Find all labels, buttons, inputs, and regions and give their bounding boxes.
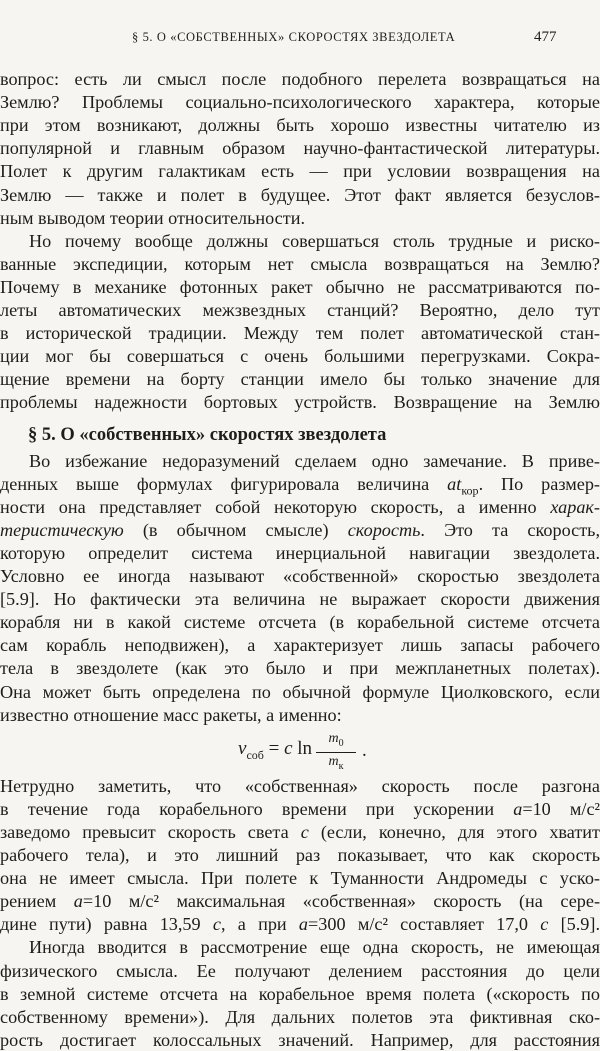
text-line: теристическую (в обычном смысле) скорость. Это та скорость,: [0, 519, 600, 540]
text-line: при этом возникают, должны быть хорошо известны читателю из: [0, 115, 600, 136]
text-line: Землю — также и полет в будущее. Этот факт является безуслов-: [0, 184, 600, 205]
text-line: ванные экспедиции, которым нет смысла возвращаться на Землю?: [0, 253, 600, 274]
text-line: ции мог бы совершаться с очень большими перегрузками. Сокра-: [0, 346, 600, 367]
text-line: корабля ни в какой системе отсчета (в корабельной системе отсчета: [0, 612, 600, 633]
text-line: проблемы надежности бортовых устройств. Возвращение на Землю: [0, 392, 600, 413]
text-line: вопрос: есть ли смысл после подобного перелета возвращаться на: [0, 69, 600, 89]
text-line: щение времени на борту станции имело бы только значение для: [0, 369, 600, 390]
running-title: § 5. О «СОБСТВЕННЫХ» СКОРОСТЯХ ЗВЕЗДОЛЕТА: [132, 30, 456, 44]
formula-lhs: $v_{соб} = c$ ln: [238, 737, 313, 762]
tsiolkovsky-formula: [238, 730, 378, 774]
text-line: она не имеет смысла. При полете к Туманности Андромеды с уско-: [0, 868, 600, 889]
text-line: Во избежание недоразумений сделаем одно замечание. В приве-: [29, 450, 600, 471]
text-line: ности она представляет собой некоторую скорость, а именно харак-: [0, 496, 600, 517]
text-line: физического смысла. Ее получают делением расстояния до цели: [0, 960, 600, 981]
text-line: леты автоматических межзвездных станций? Вероятно, дело тут: [0, 300, 600, 320]
running-header: [0, 30, 600, 50]
fraction-numerator: $m_0$: [316, 730, 356, 754]
text-line: рость достигает колоссальных значений. Например, для расстояния: [0, 1029, 600, 1050]
text-line: дине пути) равна 13,59 c, а при a=300 м/с² составляет 17,0 c [5.9].: [0, 914, 600, 935]
text-line: Она может быть определена по обычной формуле Циолковского, если: [0, 681, 600, 702]
text-line: рением a=10 м/с² максимальная «собственная» скорость (на сере-: [0, 891, 600, 912]
text-line: Землю? Проблемы социально-психологического характера, которые: [0, 92, 600, 113]
text-line: Но почему вообще должны совершаться столь трудные и риско-: [29, 230, 600, 251]
text-line: известно отношение масс ракеты, а именно:: [0, 704, 342, 725]
text-line: в исторической традиции. Между тем полет автоматической стан-: [0, 323, 600, 344]
text-line: популярной и главным образом научно-фантастической литературы.: [0, 138, 600, 159]
text-line: [5.9]. Но фактически эта величина не выражает скорости движения: [0, 589, 600, 610]
formula-period: .: [362, 739, 367, 761]
text-line: сам корабль неподвижен), а характеризует лишь запасы рабочего: [0, 635, 600, 656]
text-line: Нетрудно заметить, что «собственная» скорость после разгона: [0, 775, 600, 796]
text-line: рабочего тела), и это лишний раз показывает, что как скорость: [0, 845, 600, 865]
text-line: в земной системе отсчета на корабельное время полета («скорость по: [0, 983, 600, 1004]
text-line: Иногда вводится в рассмотрение еще одна скорость, не имеющая: [29, 937, 600, 958]
text-line: Почему в механике фотонных ракет обычно не рассматриваются по-: [0, 276, 600, 297]
mass-ratio-fraction: [316, 730, 356, 777]
text-line: тела в звездолете (как это было и при межпланетных полетах).: [0, 658, 600, 679]
text-line: заведомо превысит скорость света c (если, конечно, для этого хватит: [0, 821, 600, 842]
text-line: Условно ее иногда называют «собственной» скоростью звездолета: [0, 566, 600, 586]
text-line: Полет к другим галактикам есть — при условии возвращения на: [0, 161, 600, 182]
section-heading: § 5. О «собственных» скоростях звездолета: [28, 424, 387, 445]
text-line: собственному времени»). Для дальних полетов эта фиктивная ско-: [0, 1006, 600, 1027]
text-line: которую определит система инерциальной навигации звездолета.: [0, 542, 600, 563]
text-line: денных выше формулах фигурировала величина $at_{кор}$. По размер-: [0, 473, 600, 498]
fraction-denominator: $m_к$: [328, 754, 344, 773]
text-line: ным выводом теории относительности.: [0, 207, 305, 228]
page-number: 477: [534, 29, 557, 45]
text-line: в течение года корабельного времени при ускорении a=10 м/с²: [0, 798, 600, 819]
